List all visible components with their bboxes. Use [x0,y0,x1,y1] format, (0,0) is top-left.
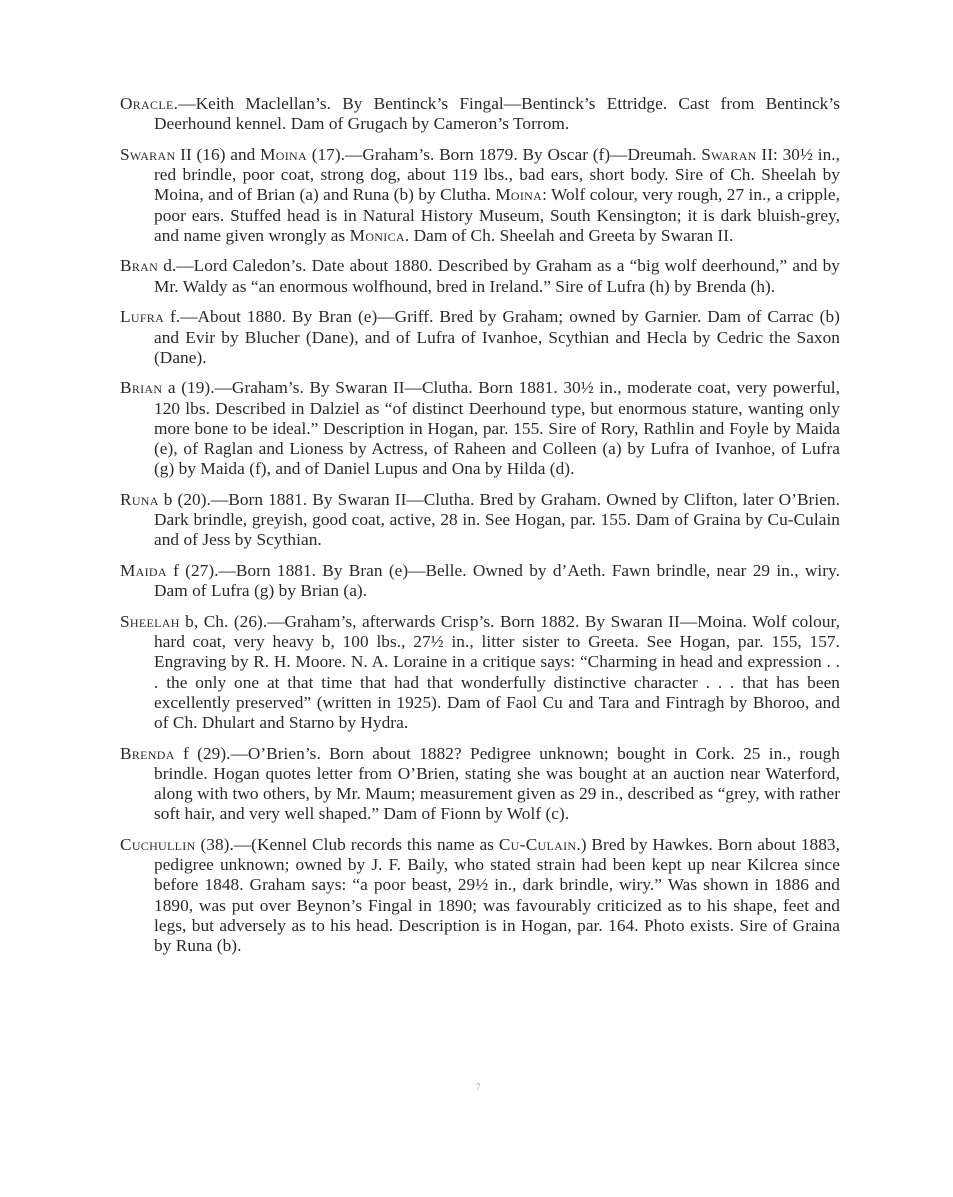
entry-text: II (16) and [175,144,261,164]
pedigree-entry [120,744,840,825]
pedigree-entry [120,256,840,296]
entry-text: b, Ch. (26).—Graham’s, afterwards Crisp’s. Born 1882. By Swaran II—Moina. Wolf colour, hard coat, very heavy b, 100 lbs., 27½ in., litter sister to Greeta. See Hogan, par. 155, 157. Engraving by R. H. Moore. N. A. Loraine in a critique says: “Charming in head and expression . . . the only one at that time that had that wonderfully distinctive character . . . that has been excellently preserved” (written in 1925). Dam of Faol Cu and Tara and Fintragh by Bhoroo, and of Ch. Dhulart and Starno by Hydra. [154,611,840,732]
entry-name: Bran [120,256,159,276]
pedigree-entry [120,307,840,368]
entry-name: Sheelah [120,611,180,631]
entry-text: (17).—Graham’s. Born 1879. By Oscar (f)—Dreumah. [306,144,702,164]
small-caps-name: Cu-Culain [498,835,577,854]
entry-name: Brenda [120,743,175,763]
entry-text: f (29).—O’Brien’s. Born about 1882? Pedigree unknown; bought in Cork. 25 in., rough brindle. Hogan quotes letter from O’Brien, stating she was bought at an auction near Waterford, along with two others, by Mr. Maum; measurement given as 29 in., described as “grey, with rather soft hair, and very well shaped.” Dam of Fionn by Wolf (c). [154,743,840,824]
pedigree-entry [120,561,840,601]
small-caps-name: Monica [349,225,405,245]
pedigree-entry [120,490,840,551]
entry-text: f (27).—Born 1881. By Bran (e)—Belle. Owned by d’Aeth. Fawn brindle, near 29 in., wiry. Dam of Lufra (g) by Brian (a). [154,561,840,601]
entry-name: Swaran [120,144,176,164]
entry-name: Cuchullin [120,835,196,854]
small-caps-name: Moina [495,185,543,205]
pedigree-entry [120,612,840,733]
small-caps-name: Swaran [701,144,757,164]
pedigree-entry [120,145,840,246]
entry-text: d.—Lord Caledon’s. Date about 1880. Described by Graham as a “big wolf deerhound,” and by Mr. Waldy as “an enormous wolfhound, bred in Ireland.” Sire of Lufra (h) by Brenda (h). [154,256,840,296]
page-number: 7 [476,1082,481,1092]
pedigree-entry [120,94,840,134]
entry-text: b (20).—Born 1881. By Swaran II—Clutha. Bred by Graham. Owned by Clifton, later O’Brien. Dark brindle, greyish, good coat, active, 28 in. See Hogan, par. 155. Dam of Graina by Cu-Culain and of Jess by Scythian. [154,489,840,550]
entry-text: : Wolf colour, very rough, 27 in., a cripple, poor ears. Stuffed head is in Natural History Museum, South Kensington; it is dark bluish-grey, and name given wrongly as [154,185,840,245]
small-caps-name: Moina [260,144,307,164]
entry-text: —Keith Maclellan’s. By Bentinck’s Fingal—Bentinck’s Ettridge. Cast from Bentinck’s Deerhound kennel. Dam of Grugach by Cameron’s Torrom. [154,94,840,134]
document-page [120,94,840,967]
pedigree-entry [120,378,840,479]
pedigree-entry [120,835,840,956]
entry-text: .) Bred by Hawkes. Born about 1883, pedigree unknown; owned by J. F. Baily, who stated strain had been kept up near Kilcrea since before 1848. Graham says: “a poor beast, 29½ in., dark brindle, wiry.” Was shown in 1886 and 1890, was put over Beynon’s Fingal in 1890; was favourably criticized as to his shape, feet and legs, but adversely as to his head. Description is in Hogan, par. 164. Photo exists. Sire of Graina by Runa (b). [154,835,840,956]
entry-text: . Dam of Ch. Sheelah and Greeta by Swaran II. [404,225,734,245]
entry-name: Runa [120,489,159,509]
entry-name: Brian [120,378,163,398]
entry-text: a (19).—Graham’s. By Swaran II—Clutha. Born 1881. 30½ in., moderate coat, very powerful, 120 lbs. Described in Dalziel as “of distinct Deerhound type, but enormous stature, wanting only more bone to be ideal.” Description in Hogan, par. 155. Sire of Rory, Rathlin and Foyle by Maida (e), of Raglan and Lioness by Actress, of Raheen and Colleen (a) by Lufra of Ivanhoe, of Lufra (g) by Maida (f), and of Daniel Lupus and Ona by Hilda (d). [154,378,840,479]
entry-text: (38).—(Kennel Club records this name as [195,835,499,854]
entry-text: II: 30½ in., red brindle, poor coat, strong dog, about 119 lbs., bad ears, short body. Sire of Ch. Sheelah by Moina, and of Brian (a) and Runa (b) by Clutha. [154,144,841,205]
entry-text: f.—About 1880. By Bran (e)—Griff. Bred by Graham; owned by Garnier. Dam of Carrac (b) and Evir by Blucher (Dane), and of Lufra of Ivanhoe, Scythian and Hecla by Cedric the Saxon (Dane). [154,307,840,367]
entry-name: Maida [120,561,167,581]
entry-name: Lufra [120,307,165,327]
entry-name: Oracle. [120,94,179,113]
